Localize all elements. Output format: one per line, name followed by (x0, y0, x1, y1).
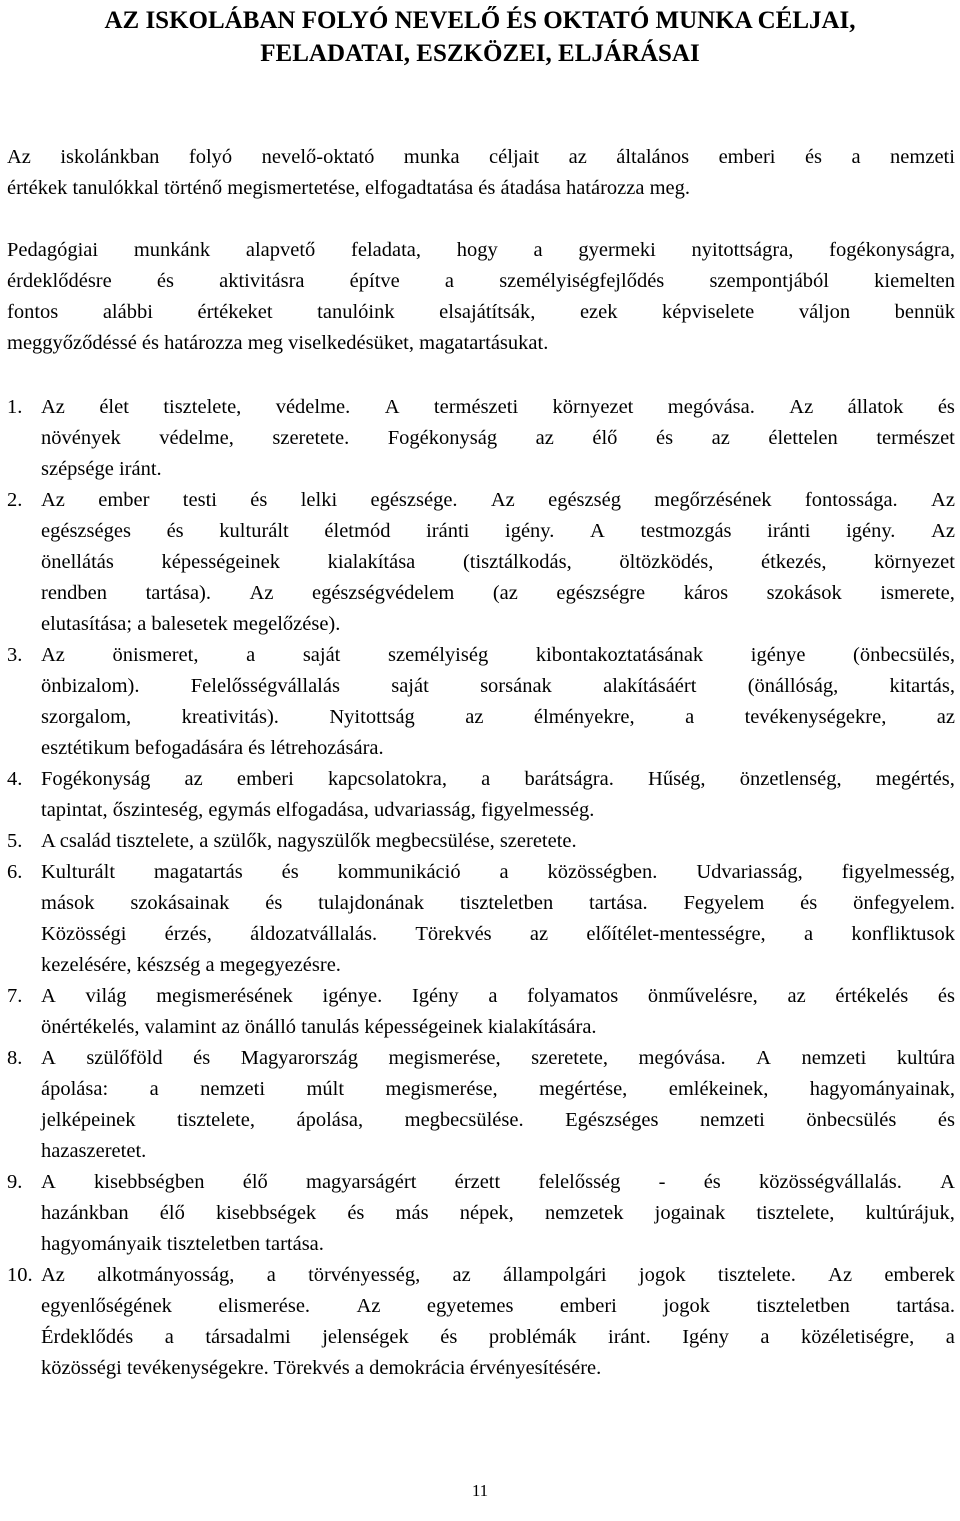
list-item-line: Az önismeret, a saját személyiség kibontakoztatásának igénye (önbecsülés, (41, 644, 955, 666)
title-line-1: AZ ISKOLÁBAN FOLYÓ NEVELŐ ÉS OKTATÓ MUNKA CÉLJAI, (104, 7, 856, 34)
list-item-line: egészséges és kulturált életmód iránti igény. A testmozgás iránti igény. Az (41, 520, 955, 542)
list-item-number: 6. (7, 861, 23, 883)
list-item-line: hazaszeretet. (41, 1140, 147, 1162)
list-item-line: önbizalom). Felelősségvállalás saját sorsának alakításáért (önállóság, kitartás, (41, 675, 955, 697)
list-item-line: önértékelés, valamint az önálló tanulás képességeinek kialakítására. (41, 1016, 597, 1038)
list-item-line: A kisebbségben élő magyarságért érzett felelősség - és közösségvállalás. A (41, 1171, 955, 1193)
list-item-line: hazánkban élő kisebbségek és más népek, nemzetek jogainak tisztelete, kultúrájuk, (41, 1202, 955, 1224)
list-item-number: 5. (7, 830, 23, 852)
pedagogy-paragraph (7, 235, 955, 359)
list-item-number: 8. (7, 1047, 23, 1069)
page-number: 11 (471, 1481, 489, 1500)
pedagogy-line: érdeklődésre és aktivitásra építve a személyiségfejlődés szempontjából kiemelten (7, 270, 955, 292)
list-item-number: 3. (7, 644, 23, 666)
list-item-number: 1. (7, 396, 23, 418)
list-item-line: szorgalom, kreativitás). Nyitottság az élményekre, a tevékenységekre, az (41, 706, 955, 728)
list-item-line: tapintat, őszinteség, egymás elfogadása, udvariasság, figyelmesség. (41, 799, 595, 821)
list-item-line: Az ember testi és lelki egészsége. Az egészség megőrzésének fontossága. Az (41, 489, 955, 511)
list-item-line: A világ megismerésének igénye. Igény a folyamatos önművelésre, az értékelés és (41, 985, 955, 1007)
list-item-line: elutasítása; a balesetek megelőzése). (41, 613, 341, 635)
list-item-line: A család tisztelete, a szülők, nagyszülők megbecsülése, szeretete. (41, 830, 577, 852)
list-item-line: rendben tartása). Az egészségvédelem (az egészségre káros szokások ismerete, (41, 582, 955, 604)
list-item-line: egyenlőségének elismerése. Az egyetemes emberi jogok tiszteletben tartása. (41, 1295, 955, 1317)
list-item-number: 7. (7, 985, 23, 1007)
intro-paragraph (7, 142, 955, 204)
title-line-2: FELADATAI, ESZKÖZEI, ELJÁRÁSAI (260, 40, 700, 67)
pedagogy-line: fontos alábbi értékeket tanulóink elsajátítsák, ezek képviselete váljon bennük (7, 301, 955, 323)
pedagogy-line: Pedagógiai munkánk alapvető feladata, hogy a gyermeki nyitottságra, fogékonyságra, (7, 239, 955, 261)
list-item-line: növények védelme, szeretete. Fogékonyság az élő és az élettelen természet (41, 427, 955, 449)
list-item-line: ápolása: a nemzeti múlt megismerése, megértése, emlékeinek, hagyományainak, (41, 1078, 955, 1100)
intro-line: értékek tanulókkal történő megismertetése, elfogadtatása és átadása határozza meg. (7, 177, 691, 199)
list-item-line: szépsége iránt. (41, 458, 162, 480)
list-item-number: 10. (7, 1264, 33, 1286)
page-title (0, 4, 960, 70)
list-item-line: Fogékonyság az emberi kapcsolatokra, a barátságra. Hűség, önzetlenség, megértés, (41, 768, 955, 790)
list-item-line: önellátás képességeinek kialakítása (tisztálkodás, öltözködés, étkezés, környezet (41, 551, 955, 573)
list-item-number: 9. (7, 1171, 23, 1193)
list-item-line: mások szokásainak és tulajdonának tiszteletben tartása. Fegyelem és önfegyelem. (41, 892, 955, 914)
list-item-line: Az alkotmányosság, a törvényesség, az állampolgári jogok tisztelete. Az emberek (41, 1264, 955, 1286)
list-item-line: Kulturált magatartás és kommunikáció a közösségben. Udvariasság, figyelmesség, (41, 861, 955, 883)
list-item-number: 4. (7, 768, 23, 790)
list-item-line: esztétikum befogadására és létrehozására. (41, 737, 384, 759)
list-item-line: hagyományaik tiszteletben tartása. (41, 1233, 324, 1255)
list-item-number: 2. (7, 489, 23, 511)
list-item-line: A szülőföld és Magyarország megismerése, szeretete, megóvása. A nemzeti kultúra (41, 1047, 955, 1069)
intro-line: Az iskolánkban folyó nevelő-oktató munka céljait az általános emberi és a nemzeti (7, 146, 955, 168)
list-item-line: Az élet tisztelete, védelme. A természeti környezet megóvása. Az állatok és (41, 396, 955, 418)
list-item-line: közösségi tevékenységekre. Törekvés a demokrácia érvényesítésére. (41, 1357, 602, 1379)
list-item-line: Közösségi érzés, áldozatvállalás. Törekvés az előítélet-mentességre, a konfliktusok (41, 923, 955, 945)
list-item-line: jelképeinek tisztelete, ápolása, megbecsülése. Egészséges nemzeti önbecsülés és (41, 1109, 955, 1131)
pedagogy-line: meggyőződéssé és határozza meg viselkedésüket, magatartásukat. (7, 332, 549, 354)
list-item-line: kezelésére, készség a megegyezésre. (41, 954, 341, 976)
list-item-line: Érdeklődés a társadalmi jelenségek és problémák iránt. Igény a közéletiségre, a (41, 1326, 955, 1348)
